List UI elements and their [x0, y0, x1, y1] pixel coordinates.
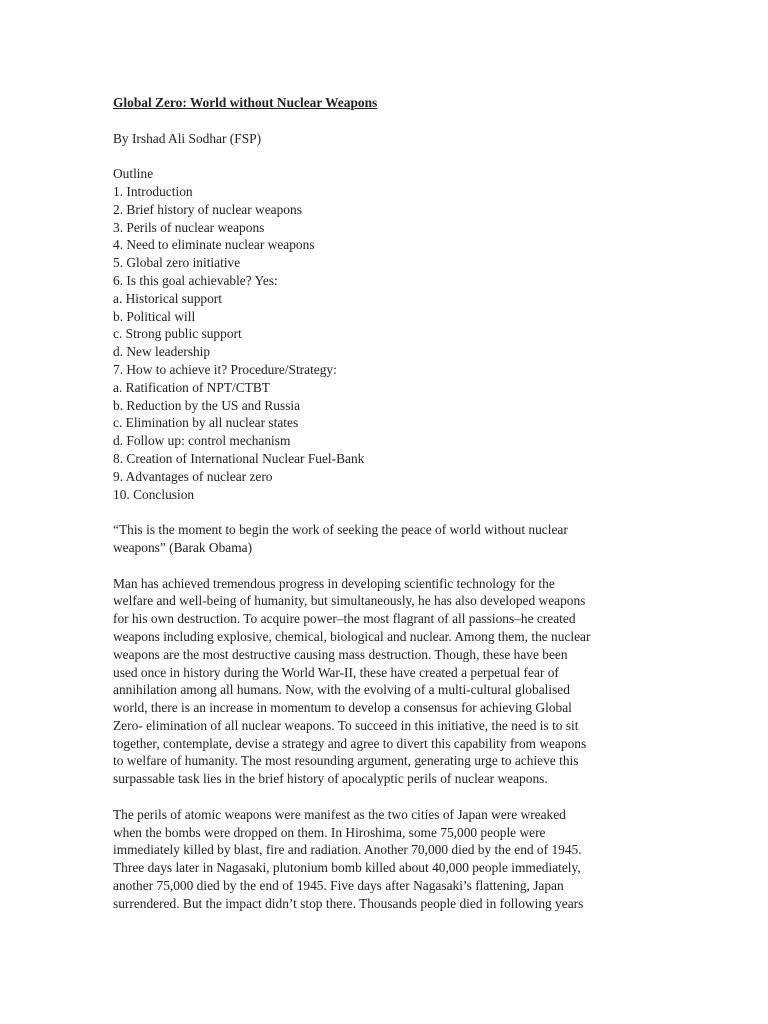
text-line: when the bombs were dropped on them. In Hiroshima, some 75,000 people were: [113, 824, 546, 840]
outline-item: a. Historical support: [113, 290, 222, 306]
text-line: weapons” (Barak Obama): [113, 539, 253, 555]
outline-item: c. Elimination by all nuclear states: [113, 415, 299, 431]
text-line: used once in history during the World War-II, these have created a perpetual fear of: [113, 664, 559, 680]
body-paragraph-2: [113, 806, 653, 913]
text-line: annihilation among all humans. Now, with the evolving of a multi-cultural globalised: [113, 682, 570, 698]
outline-item: 6. Is this goal achievable? Yes:: [113, 272, 278, 288]
outline-item: 10. Conclusion: [113, 486, 195, 502]
outline-item: d. Follow up: control mechanism: [113, 433, 291, 449]
document-page: [113, 94, 653, 913]
text-line: immediately killed by blast, fire and radiation. Another 70,000 died by the end of 1945.: [113, 842, 582, 858]
text-line: weapons including explosive, chemical, biological and nuclear. Among them, the nuclear: [113, 628, 591, 644]
outline-list: [113, 183, 653, 503]
text-line: The perils of atomic weapons were manifest as the two cities of Japan were wreaked: [113, 806, 566, 822]
outline-item: 9. Advantages of nuclear zero: [113, 468, 273, 484]
text-line: Zero- elimination of all nuclear weapons. To succeed in this initiative, the need is to sit: [113, 717, 579, 733]
outline-item: c. Strong public support: [113, 326, 242, 342]
outline-item: 3. Perils of nuclear weapons: [113, 219, 265, 235]
outline-item: a. Ratification of NPT/CTBT: [113, 379, 270, 395]
text-line: surpassable task lies in the brief history of apocalyptic perils of nuclear weapons.: [113, 771, 548, 787]
text-line: surrendered. But the impact didn’t stop there. Thousands people died in following years: [113, 895, 584, 911]
text-line: for his own destruction. To acquire power–the most flagrant of all passions–he created: [113, 611, 576, 627]
outline-item: b. Reduction by the US and Russia: [113, 397, 301, 413]
text-line: Man has achieved tremendous progress in developing scientific technology for the: [113, 575, 555, 591]
text-line: together, contemplate, devise a strategy and agree to divert this capability from weapons: [113, 735, 587, 751]
outline-item: 1. Introduction: [113, 183, 193, 199]
outline-item: 8. Creation of International Nuclear Fuel-Bank: [113, 450, 365, 466]
text-line: world, there is an increase in momentum to develop a consensus for achieving Global: [113, 700, 572, 716]
outline-item: 7. How to achieve it? Procedure/Strategy:: [113, 361, 337, 377]
text-line: welfare and well-being of humanity, but simultaneously, he has also developed weapons: [113, 593, 586, 609]
document-title: Global Zero: World without Nuclear Weapons: [113, 95, 378, 110]
text-line: to welfare of humanity. The most resounding argument, generating urge to achieve this: [113, 753, 579, 769]
outline-item: 2. Brief history of nuclear weapons: [113, 201, 302, 217]
text-line: “This is the moment to begin the work of seeking the peace of world without nuclear: [113, 522, 568, 538]
text-line: Three days later in Nagasaki, plutonium bomb killed about 40,000 people immediately,: [113, 860, 581, 876]
outline-item: 4. Need to eliminate nuclear weapons: [113, 237, 315, 253]
outline-heading: Outline: [113, 166, 154, 182]
text-line: weapons are the most destructive causing mass destruction. Though, these have been: [113, 646, 568, 662]
body-paragraph-1: [113, 575, 653, 789]
outline-item: d. New leadership: [113, 344, 211, 360]
outline-item: 5. Global zero initiative: [113, 255, 241, 271]
outline-item: b. Political will: [113, 308, 196, 324]
author-line: By Irshad Ali Sodhar (FSP): [113, 130, 262, 146]
text-line: another 75,000 died by the end of 1945. Five days after Nagasaki’s flattening, Japan: [113, 878, 564, 894]
quote-paragraph: [113, 521, 653, 557]
